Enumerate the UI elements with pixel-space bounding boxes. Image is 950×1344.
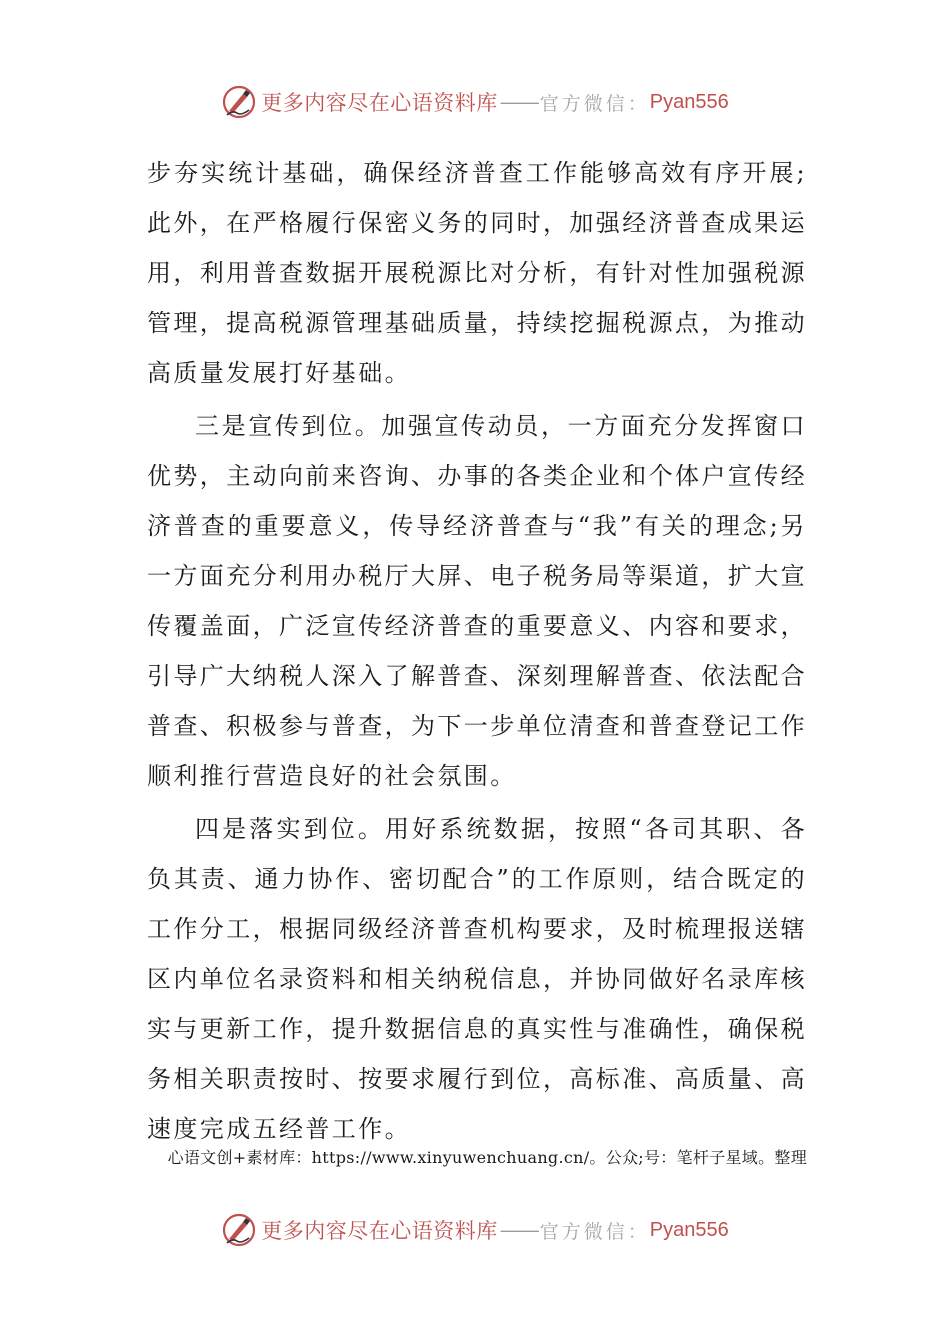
banner-brand-text: 更多内容尽在心语资料库 bbox=[261, 1219, 498, 1243]
paragraph-implementation: 四是落实到位。用好系统数据，按照“各司其职、各负其责、通力协作、密切配合”的工作原则，结合既定的工作分工，根据同级经济普查机构要求，及时梳理报送辖区内单位名录资料和相关纳税信息，并协同做好名录库核实与更新工作，提升数据信息的真实性与准确性，确保税务相关职责按时、按要求履行到位，高标准、高质量、高速度完成五经普工作。 bbox=[147, 815, 807, 1143]
banner-sub-text: 官方微信： bbox=[539, 1220, 650, 1243]
banner-brand-text: 更多内容尽在心语资料库 bbox=[261, 91, 498, 115]
document-body bbox=[147, 148, 807, 1154]
pen-logo-icon bbox=[221, 84, 257, 120]
paragraph-continued: 步夯实统计基础，确保经济普查工作能够高效有序开展;此外，在严格履行保密义务的同时，加强经济普查成果运用，利用普查数据开展税源比对分析，有针对性加强税源管理，提高税源管理基础质量，持续挖掘税源点，为推动高质量发展打好基础。 bbox=[147, 159, 807, 387]
pen-logo-icon bbox=[221, 1212, 257, 1248]
paragraph-publicity: 三是宣传到位。加强宣传动员，一方面充分发挥窗口优势，主动向前来咨询、办事的各类企业和个体户宣传经济普查的重要意义，传导经济普查与“我”有关的理念;另一方面充分利用办税厅大屏、电子税务局等渠道，扩大宣传覆盖面，广泛宣传经济普查的重要意义、内容和要求，引导广大纳税人深入了解普查、深刻理解普查、依法配合普查、积极参与普查，为下一步单位清查和普查登记工作顺利推行营造良好的社会氛围。 bbox=[147, 412, 807, 790]
footer-banner bbox=[0, 1208, 950, 1252]
header-banner bbox=[0, 80, 950, 124]
banner-sub-text: 官方微信： bbox=[539, 92, 650, 115]
banner-dash: —— bbox=[499, 90, 538, 114]
banner-wechat-id: Pyan556 bbox=[649, 1218, 729, 1241]
source-note: 心语文创+素材库：https://www.xinyuwenchuang.cn/。公众;号：笔杆子星域。整理 bbox=[167, 1148, 807, 1167]
banner-wechat-id: Pyan556 bbox=[649, 90, 729, 113]
banner-dash: —— bbox=[499, 1218, 538, 1242]
